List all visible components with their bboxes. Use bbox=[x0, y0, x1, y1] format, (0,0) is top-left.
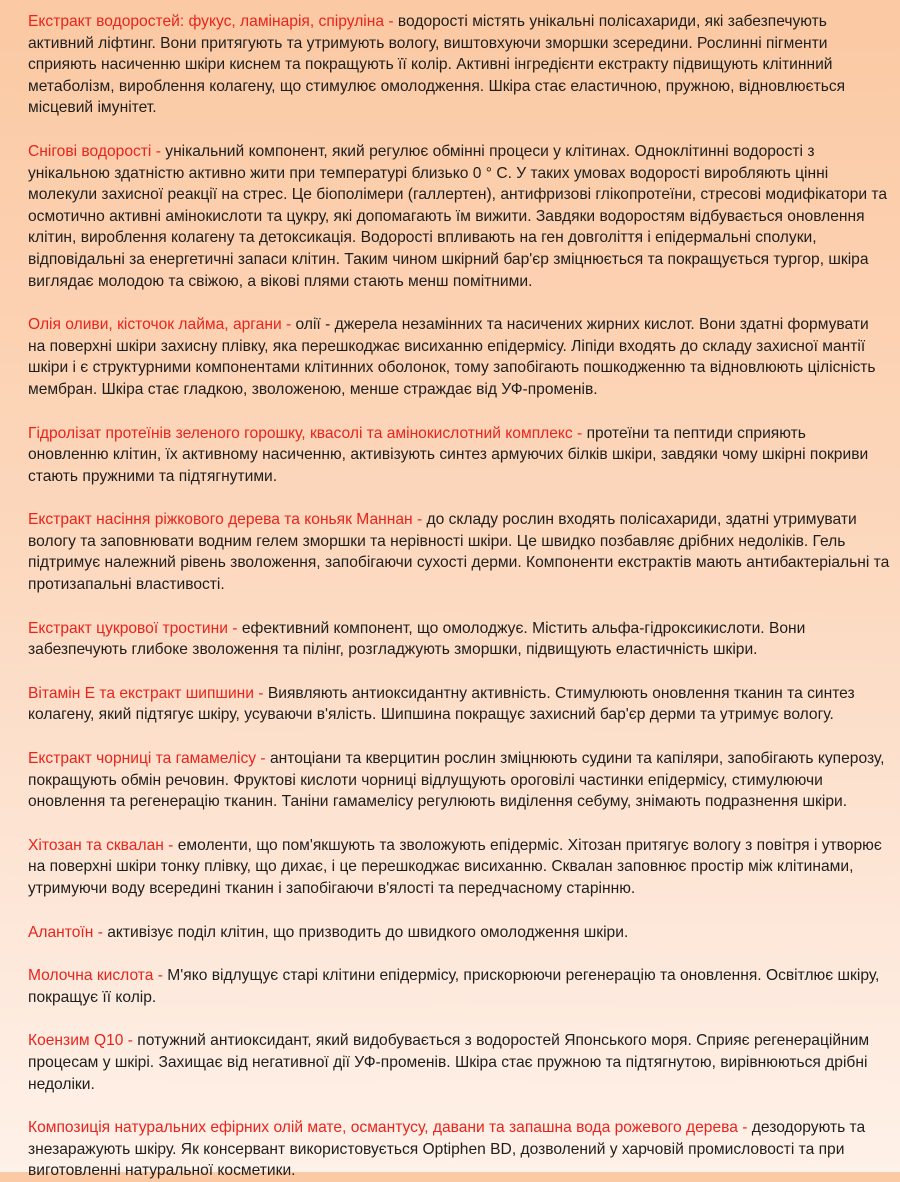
ingredient-essential-oils bbox=[28, 1117, 890, 1182]
ingredient-name: Снігові водорості - bbox=[28, 142, 166, 160]
ingredient-bilberry-hamamelis bbox=[28, 748, 890, 813]
ingredient-algae-extract bbox=[28, 11, 890, 119]
ingredient-chitosan-squalane bbox=[28, 835, 890, 900]
ingredient-sugar-cane bbox=[28, 618, 890, 661]
ingredient-description: унікальний компонент, який регулює обмінні процеси у клітинах. Одноклітинні водорості з унікальною здатністю активно жити при температурі близько 0 ° С. У таких умовах водорості виробляють цінні молекули захисної реакції на стрес. Це біополімери (галлертен), антифризові глікопротеїни, стресові модифікатори та осмотично активні амінокислоти та цукру, які допомагають їм вижити. Завдяки водоростям відбувається оновлення клітин, вироблення колагену та детоксикація. Водорості впливають на ген довголіття і епідермальні сполуки, відповідальні за енергетичні запаси клітин. Таким чином шкірний бар'єр зміцнюється та покращується тургор, шкіра виглядає молодою та свіжою, а вікові плями стають менш помітними. bbox=[28, 142, 888, 290]
ingredients-list bbox=[28, 11, 890, 1182]
ingredient-name: Молочна кислота - bbox=[28, 967, 168, 985]
ingredient-description: емоленти, що пом'якшують та зволожують епідерміс. Хітозан притягує вологу з повітря і утворює на поверхні шкіри тонку плівку, що дихає, і це перешкоджає висиханню. Сквалан заповнює простір між клітинами, утримуючи воду всередині тканин і запобігаючи в'ялості та передчасному старінню. bbox=[28, 836, 882, 897]
ingredient-allantoin bbox=[28, 922, 890, 944]
ingredient-description: дезодорують та знезаражують шкіру. Як консервант використовується Optiphen BD, дозволений у харчовій промисловості та при виготовленні натуральної косметики. bbox=[28, 1119, 866, 1180]
ingredient-name: Екстракт водоростей: фукус, ламінарія, спіруліна - bbox=[28, 13, 398, 30]
ingredient-carob-konjac bbox=[28, 509, 890, 595]
ingredient-snow-algae bbox=[28, 141, 890, 292]
ingredient-description: активізує поділ клітин, що призводить до швидкого омолодження шкіри. bbox=[107, 923, 629, 941]
ingredient-name: Екстракт насіння ріжкового дерева та коньяк Маннан - bbox=[28, 511, 427, 529]
ingredient-name: Алантоїн - bbox=[28, 923, 108, 941]
ingredient-description: до складу рослин входять полісахариди, здатні утримувати вологу та заповнювати водним гелем зморшки та нерівності шкіри. Це швидко позбавляє дрібних недоліків. Гель підтримує належний рівень зволоження, запобігаючи сухості дерми. Компоненти екстрактів мають антибактеріальні та протизапальні властивості. bbox=[28, 511, 890, 594]
ingredient-name: Олія оливи, кісточок лайма, аргани - bbox=[28, 316, 296, 334]
ingredient-description: олії - джерела незамінних та насичених жирних кислот. Вони здатні формувати на поверхні шкіри захисну плівку, яка перешкоджає висиханню епідермісу. Ліпіди входять до складу захисної мантії шкіри і є структурними компонентами клітинних оболонок, тому запобігають пошкодженню та відновлюють цілісність мембран. Шкіра стає гладкою, зволоженою, менше страждає від УФ-променів. bbox=[28, 316, 876, 398]
ingredient-description: М'яко відлущує старі клітини епідермісу, прискорюючи регенерацію та оновлення. Освітлює шкіру, покращує її колір. bbox=[28, 967, 880, 1006]
ingredient-coenzyme-q10 bbox=[28, 1030, 890, 1095]
ingredient-name: Вітамін Е та екстракт шипшини - bbox=[28, 684, 268, 702]
ingredient-description: антоціани та кверцитин рослин зміцнюють судини та капіляри, запобігають куперозу, покращують обмін речовин. Фруктові кислоти чорниці відлущують ороговілі частинки епідермісу, стимулюючи оновлення та регенерацію тканин. Таніни гамамелісу регулюють виділення себуму, знімають подразнення шкіри. bbox=[28, 750, 885, 811]
ingredient-name: Композиція натуральних ефірних олій мате, османтусу, давани та запашна вода рожевого дерева - bbox=[28, 1119, 752, 1137]
ingredient-description: протеїни та пептиди сприяють оновленню клітин, їх активному насиченню, активізують синтез армуючих білків шкіри, завдяки чому шкірні покриви стають пружними та підтягнутими. bbox=[28, 424, 869, 485]
ingredient-oils bbox=[28, 314, 890, 400]
ingredient-description: водорості містять унікальні полісахариди, які забезпечують активний ліфтинг. Вони притягують та утримують вологу, виштовхуючи зморшки зсередини. Рослинні пігменти сприяють насиченню шкіри киснем та покращують її колір. Активні інгредієнти екстракту підвищують клітинний метаболізм, вироблення колагену, що стимулює омолодження. Шкіра стає еластичною, пружною, відновлюється місцевий імунітет. bbox=[28, 13, 846, 117]
ingredient-description: ефективний компонент, що омолоджує. Містить альфа-гідроксикислоти. Вони забезпечують глибоке зволоження та пілінг, розгладжують зморшки, підвищують еластичність шкіри. bbox=[28, 619, 806, 659]
ingredient-name: Коензим Q10 - bbox=[28, 1032, 138, 1050]
ingredient-lactic-acid bbox=[28, 965, 890, 1008]
ingredient-description: потужний антиоксидант, який видобувається з водоростей Японського моря. Сприяє регенераційним процесам у шкірі. Захищає від негативної дії УФ-променів. Шкіра стає пружною та підтягнутою, вирівнюються дрібні недоліки. bbox=[28, 1032, 870, 1093]
ingredient-name: Хітозан та сквалан - bbox=[28, 836, 178, 854]
ingredient-name: Екстракт чорниці та гамамелісу - bbox=[28, 750, 270, 768]
ingredient-name: Екстракт цукрової тростини - bbox=[28, 619, 242, 637]
ingredient-pea-protein bbox=[28, 423, 890, 488]
ingredient-description: Виявляють антиоксидантну активність. Стимулюють оновлення тканин та синтез колагену, який підтягує шкіру, усуваючи в'ялість. Шипшина покращує захисний бар'єр дерми та утримує вологу. bbox=[28, 684, 855, 724]
ingredient-vitamin-e-rosehip bbox=[28, 683, 890, 726]
ingredient-name: Гідролізат протеїнів зеленого горошку, квасолі та амінокислотний комплекс - bbox=[28, 424, 587, 442]
